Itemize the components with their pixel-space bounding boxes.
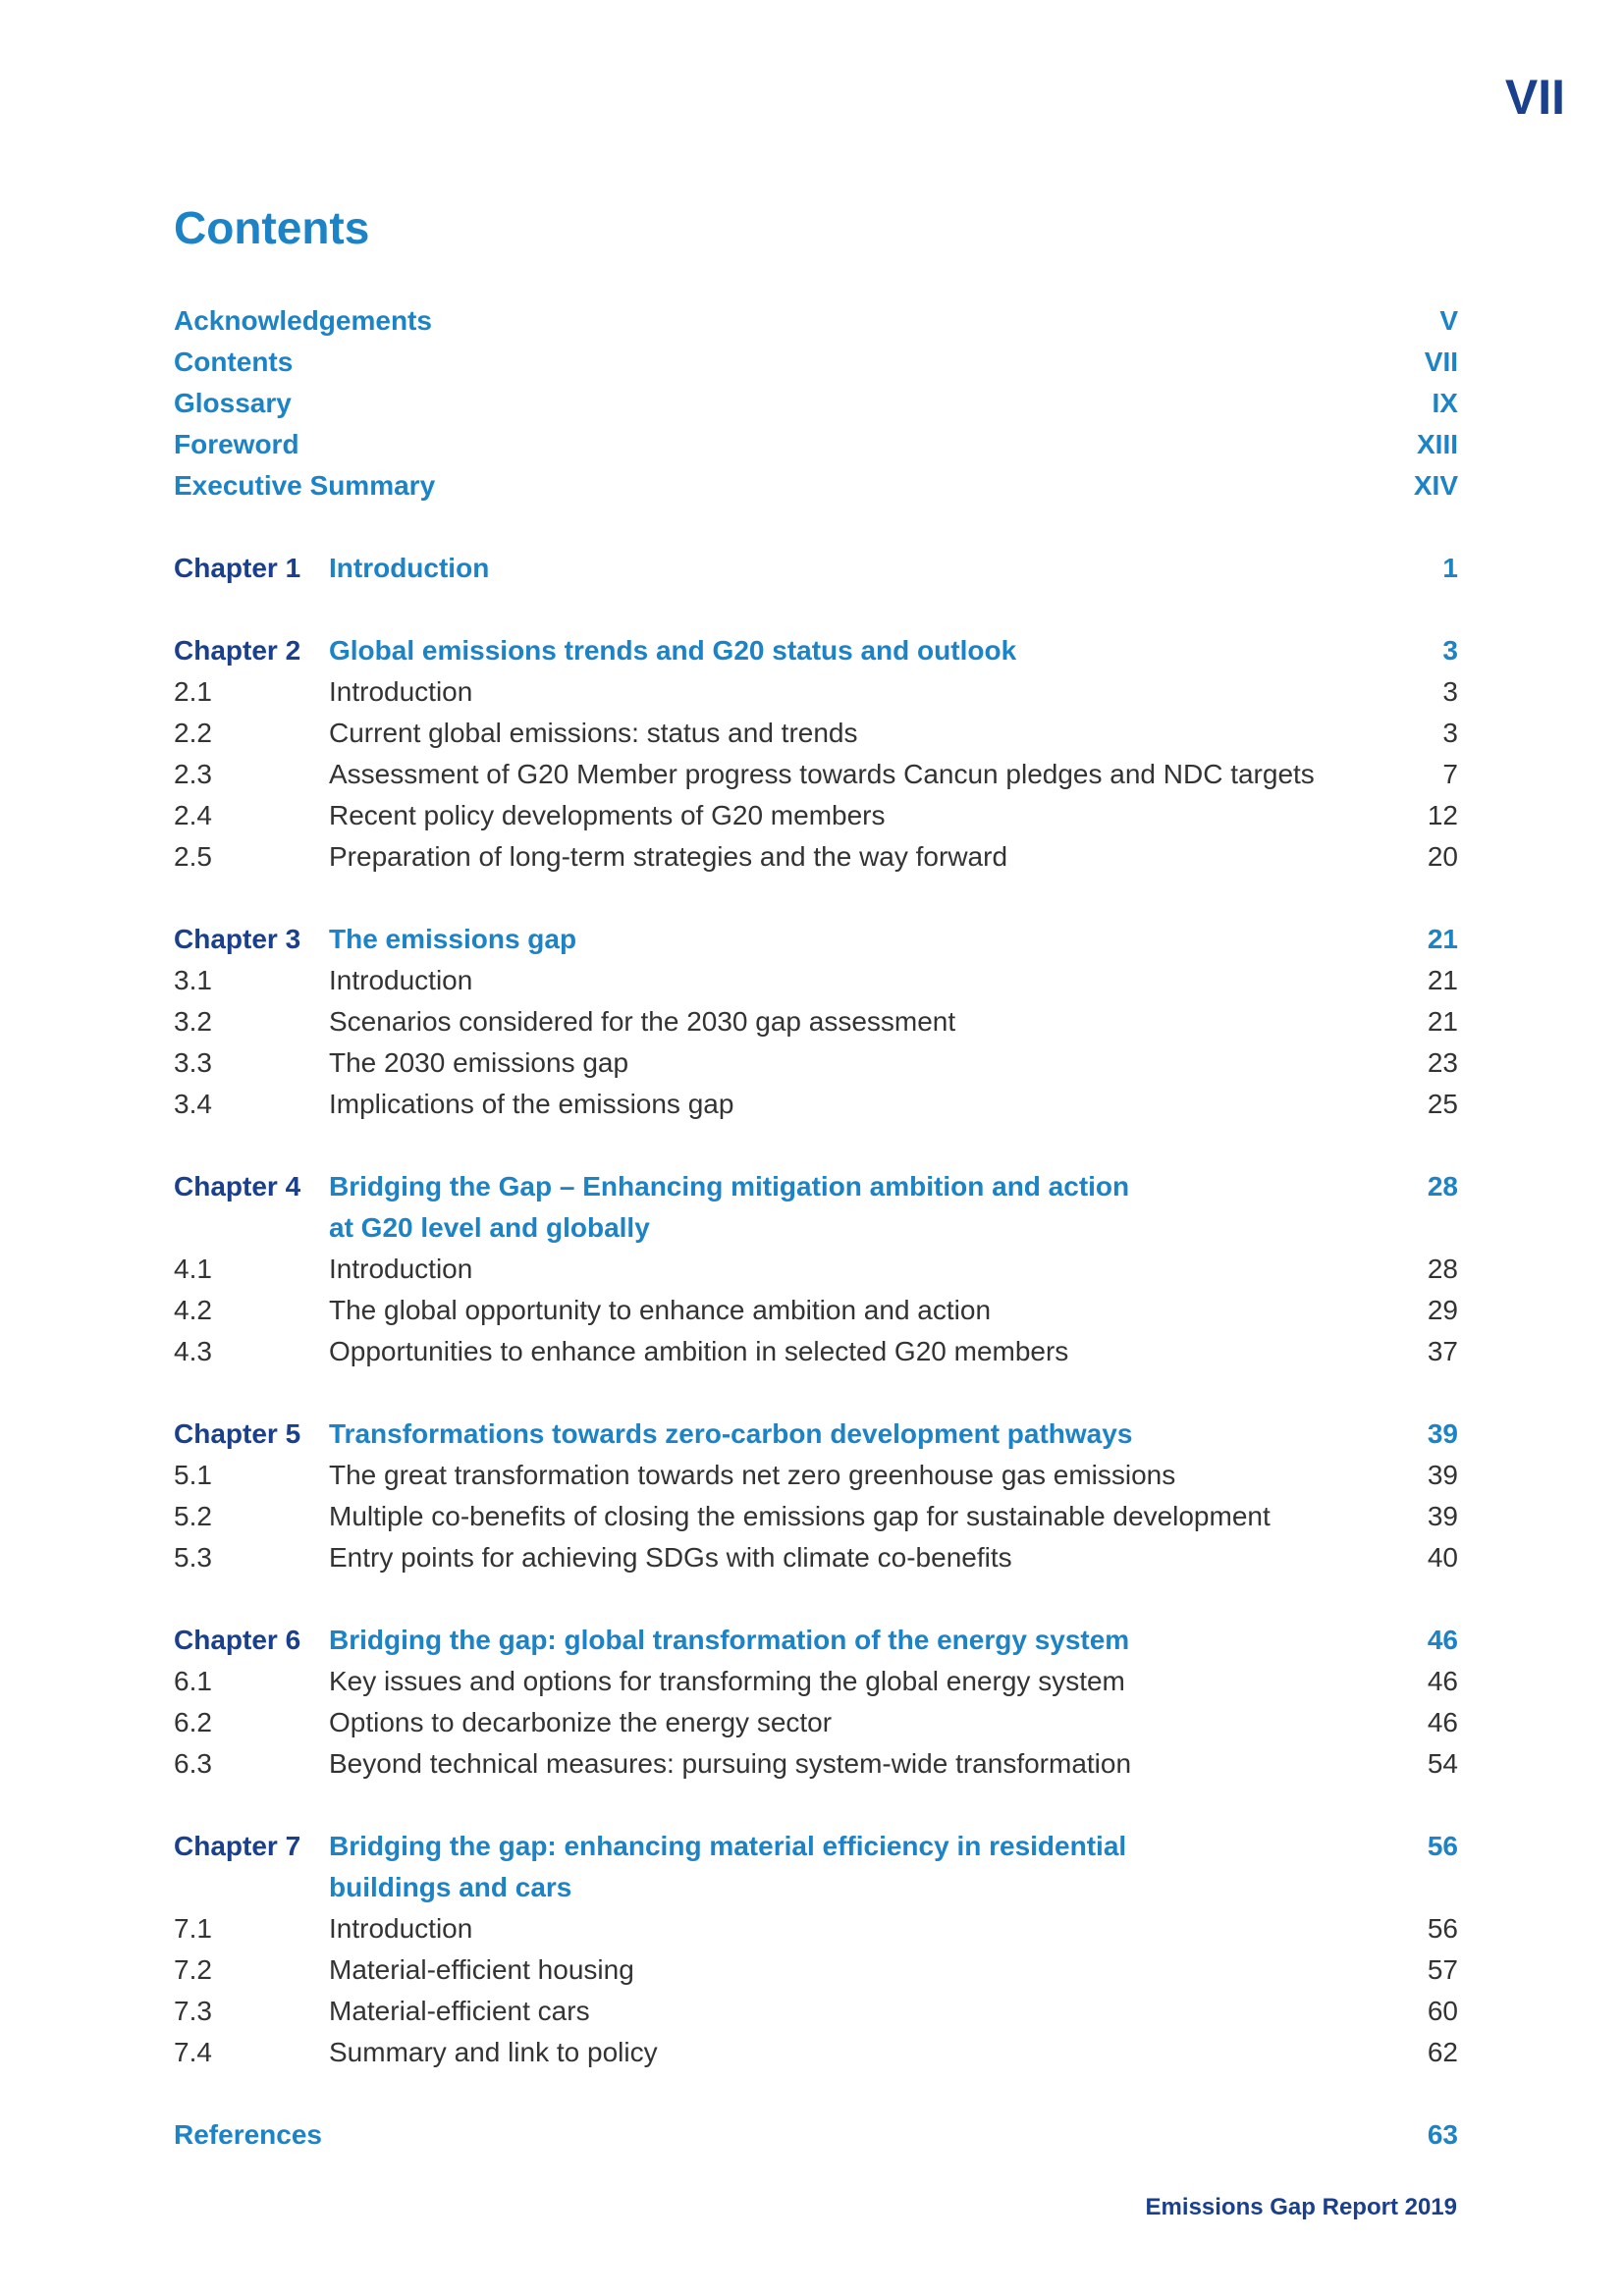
section-number: 7.3 <box>174 1996 212 2026</box>
toc-entry-executive-summary[interactable] <box>174 465 1458 507</box>
section-entry[interactable] <box>174 836 1458 878</box>
section-title: Scenarios considered for the 2030 gap assessment <box>329 1006 956 1037</box>
section-entry[interactable] <box>174 1908 1458 1949</box>
toc-entry-foreword[interactable] <box>174 424 1458 465</box>
chapter-number: Chapter 6 <box>174 1625 301 1655</box>
chapter-title <box>329 919 576 960</box>
section-title: The global opportunity to enhance ambition and action <box>329 1295 992 1325</box>
section-number: 6.2 <box>174 1707 212 1737</box>
chapter-number: Chapter 1 <box>174 553 301 583</box>
section-page: 39 <box>1427 1501 1458 1531</box>
toc-entry-page: XIV <box>1413 470 1458 501</box>
section-title: Implications of the emissions gap <box>329 1089 734 1119</box>
chapter-title-line: The emissions gap <box>329 924 577 954</box>
chapter-page: 21 <box>1427 924 1458 954</box>
section-number: 7.4 <box>174 2037 212 2067</box>
section-page: 20 <box>1427 841 1458 872</box>
toc-entry-label: Contents <box>174 347 294 377</box>
chapter-title-line: buildings and cars <box>329 1872 572 1902</box>
chapter-heading[interactable] <box>174 919 1458 960</box>
toc-entry-contents[interactable] <box>174 342 1458 383</box>
section-number: 2.2 <box>174 718 212 748</box>
section-number: 4.2 <box>174 1295 212 1325</box>
section-entry[interactable] <box>174 754 1458 795</box>
section-entry[interactable] <box>174 1702 1458 1743</box>
section-title: The great transformation towards net zero greenhouse gas emissions <box>329 1460 1176 1490</box>
section-entry[interactable] <box>174 1455 1458 1496</box>
section-number: 2.3 <box>174 759 212 789</box>
section-entry[interactable] <box>174 1001 1458 1042</box>
section-entry[interactable] <box>174 1290 1458 1331</box>
toc-entry-label: Glossary <box>174 388 292 418</box>
section-title: Multiple co-benefits of closing the emissions gap for sustainable development <box>329 1501 1271 1531</box>
section-title: Assessment of G20 Member progress towards Cancun pledges and NDC targets <box>329 759 1315 789</box>
section-title: Entry points for achieving SDGs with climate co-benefits <box>329 1542 1012 1573</box>
chapter-page: 39 <box>1427 1418 1458 1449</box>
toc-entry-page: V <box>1439 305 1458 336</box>
page-number: VII <box>1504 70 1565 125</box>
section-title: Material-efficient housing <box>329 1954 634 1985</box>
toc-entry-acknowledgements[interactable] <box>174 300 1458 342</box>
section-entry[interactable] <box>174 1991 1458 2032</box>
chapter-title-line: Transformations towards zero-carbon development pathways <box>329 1418 1133 1449</box>
chapter-heading[interactable] <box>174 1620 1458 1661</box>
section-page: 29 <box>1427 1295 1458 1325</box>
section-number: 5.1 <box>174 1460 212 1490</box>
section-number: 4.1 <box>174 1254 212 1284</box>
section-page: 46 <box>1427 1666 1458 1696</box>
toc-entry-page: IX <box>1432 388 1458 418</box>
section-number: 7.1 <box>174 1913 212 1944</box>
section-title: Preparation of long-term strategies and the way forward <box>329 841 1008 872</box>
section-entry[interactable] <box>174 795 1458 836</box>
section-page: 28 <box>1427 1254 1458 1284</box>
section-title: Beyond technical measures: pursuing system-wide transformation <box>329 1748 1132 1779</box>
chapter-title-line: Bridging the gap: global transformation of the energy system <box>329 1625 1130 1655</box>
chapter-title <box>329 1166 1129 1249</box>
toc-entry-page: XIII <box>1416 429 1458 459</box>
report-footer: Emissions Gap Report 2019 <box>1145 2194 1457 2220</box>
chapter-number: Chapter 5 <box>174 1418 301 1449</box>
chapter-number: Chapter 2 <box>174 635 301 666</box>
chapter-title <box>329 1620 1129 1661</box>
toc-entry-label: References <box>174 2119 322 2150</box>
section-title: Key issues and options for transforming the global energy system <box>329 1666 1125 1696</box>
section-number: 3.2 <box>174 1006 212 1037</box>
chapter-title-line: Introduction <box>329 553 490 583</box>
section-number: 6.3 <box>174 1748 212 1779</box>
chapter-title <box>329 1826 1126 1908</box>
section-title: Introduction <box>329 676 473 707</box>
section-page: 21 <box>1427 1006 1458 1037</box>
section-entry[interactable] <box>174 1537 1458 1578</box>
chapter-number: Chapter 4 <box>174 1171 301 1201</box>
section-entry[interactable] <box>174 1949 1458 1991</box>
section-page: 54 <box>1427 1748 1458 1779</box>
chapter-title <box>329 548 489 589</box>
section-page: 21 <box>1427 965 1458 995</box>
section-entry[interactable] <box>174 1249 1458 1290</box>
section-entry[interactable] <box>174 1042 1458 1084</box>
toc-entry-label: Foreword <box>174 429 299 459</box>
toc-entry-page: VII <box>1424 347 1458 377</box>
section-entry[interactable] <box>174 2032 1458 2073</box>
section-page: 23 <box>1427 1047 1458 1078</box>
section-number: 2.5 <box>174 841 212 872</box>
section-title: Summary and link to policy <box>329 2037 658 2067</box>
section-title: Material-efficient cars <box>329 1996 590 2026</box>
section-entry[interactable] <box>174 1331 1458 1372</box>
section-page: 62 <box>1427 2037 1458 2067</box>
chapter-heading[interactable] <box>174 1414 1458 1455</box>
chapter-heading[interactable] <box>174 1166 1458 1249</box>
chapter-title <box>329 1414 1132 1455</box>
section-number: 2.1 <box>174 676 212 707</box>
section-title: Opportunities to enhance ambition in selected G20 members <box>329 1336 1069 1366</box>
section-entry[interactable] <box>174 1743 1458 1785</box>
chapter-page: 46 <box>1427 1625 1458 1655</box>
toc-entry-label: Executive Summary <box>174 470 436 501</box>
chapter-title-line: Bridging the gap: enhancing material efficiency in residential <box>329 1831 1127 1861</box>
section-number: 3.3 <box>174 1047 212 1078</box>
table-of-contents <box>174 300 1458 2156</box>
section-page: 40 <box>1427 1542 1458 1573</box>
section-page: 57 <box>1427 1954 1458 1985</box>
chapter-heading[interactable] <box>174 630 1458 671</box>
section-page: 3 <box>1442 718 1458 748</box>
chapter-title-line: Bridging the Gap – Enhancing mitigation ambition and action <box>329 1171 1130 1201</box>
chapter-page: 1 <box>1442 553 1458 583</box>
section-page: 60 <box>1427 1996 1458 2026</box>
section-number: 5.3 <box>174 1542 212 1573</box>
toc-entry-references[interactable] <box>174 2114 1458 2156</box>
section-entry[interactable] <box>174 1496 1458 1537</box>
chapters-list <box>174 507 1458 2073</box>
toc-entry-glossary[interactable] <box>174 383 1458 424</box>
chapter-page: 3 <box>1442 635 1458 666</box>
chapter-title-line: Global emissions trends and G20 status and outlook <box>329 635 1017 666</box>
section-page: 46 <box>1427 1707 1458 1737</box>
chapter-number: Chapter 3 <box>174 924 301 954</box>
section-title: Introduction <box>329 1913 473 1944</box>
section-page: 12 <box>1427 800 1458 830</box>
chapter-title <box>329 630 1016 671</box>
section-title: Options to decarbonize the energy sector <box>329 1707 833 1737</box>
section-number: 2.4 <box>174 800 212 830</box>
section-number: 5.2 <box>174 1501 212 1531</box>
chapter-title-line: at G20 level and globally <box>329 1212 650 1243</box>
chapter-heading[interactable] <box>174 548 1458 589</box>
section-entry[interactable] <box>174 713 1458 754</box>
section-title: The 2030 emissions gap <box>329 1047 629 1078</box>
section-number: 7.2 <box>174 1954 212 1985</box>
section-page: 37 <box>1427 1336 1458 1366</box>
section-entry[interactable] <box>174 1084 1458 1125</box>
section-entry[interactable] <box>174 671 1458 713</box>
section-title: Introduction <box>329 1254 473 1284</box>
section-number: 3.1 <box>174 965 212 995</box>
section-entry[interactable] <box>174 1661 1458 1702</box>
chapter-heading[interactable] <box>174 1826 1458 1908</box>
section-number: 3.4 <box>174 1089 212 1119</box>
section-page: 7 <box>1442 759 1458 789</box>
section-title: Recent policy developments of G20 members <box>329 800 886 830</box>
section-page: 25 <box>1427 1089 1458 1119</box>
section-number: 6.1 <box>174 1666 212 1696</box>
section-entry[interactable] <box>174 960 1458 1001</box>
section-page: 3 <box>1442 676 1458 707</box>
section-page: 56 <box>1427 1913 1458 1944</box>
section-title: Current global emissions: status and trends <box>329 718 858 748</box>
page-title: Contents <box>174 202 370 253</box>
toc-entry-page: 63 <box>1427 2119 1458 2150</box>
chapter-number: Chapter 7 <box>174 1831 301 1861</box>
section-number: 4.3 <box>174 1336 212 1366</box>
chapter-page: 56 <box>1427 1831 1458 1861</box>
chapter-page: 28 <box>1427 1171 1458 1201</box>
section-title: Introduction <box>329 965 473 995</box>
section-page: 39 <box>1427 1460 1458 1490</box>
toc-entry-label: Acknowledgements <box>174 305 432 336</box>
